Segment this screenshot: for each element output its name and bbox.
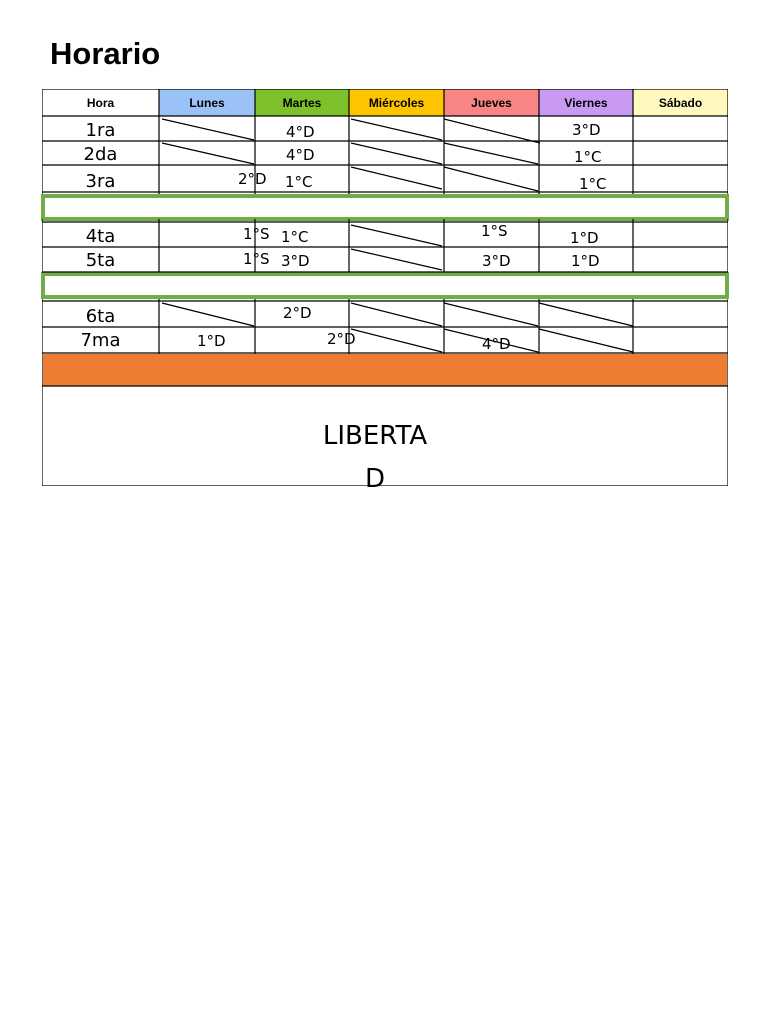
entry-5ta-viernes: 1°D	[571, 252, 600, 270]
empty-slot-strike	[539, 303, 633, 326]
header-sabado-label: Sábado	[658, 95, 703, 110]
schedule-table	[42, 89, 728, 494]
header-hora-label: Hora	[86, 95, 115, 110]
entry-7ma-lunes: 1°D	[197, 332, 226, 350]
footer-text-line2: D	[364, 464, 386, 494]
entry-3ra-viernes: 1°C	[579, 175, 607, 193]
entry-1ra-martes: 4°D	[286, 123, 315, 141]
entry-7ma-jueves: 4°D	[482, 335, 511, 353]
empty-slot-strike	[444, 167, 538, 191]
entry-3ra-martes: 1°C	[285, 173, 313, 191]
header-jueves-label: Jueves	[471, 95, 512, 110]
header-viernes-label: Viernes	[564, 95, 608, 110]
empty-slot-strike	[351, 329, 442, 352]
row-label-text: 1ra	[85, 120, 116, 141]
empty-slot-strike	[539, 329, 633, 352]
empty-slot-strike	[351, 167, 442, 189]
empty-slot-strike	[351, 143, 442, 164]
entry-4ta-lunes: 1°S	[243, 225, 270, 243]
entry-5ta-jueves: 3°D	[482, 252, 511, 270]
entry-5ta-lunes: 1°S	[243, 250, 270, 268]
page-title: Horario	[50, 36, 161, 71]
entry-4ta-viernes: 1°D	[570, 229, 599, 247]
entry-2da-viernes: 1°C	[574, 148, 602, 166]
empty-slot-strike	[444, 143, 538, 164]
empty-slot-strike	[444, 303, 538, 326]
empty-slot-strike	[162, 143, 254, 164]
entry-6ta-martes: 2°D	[283, 304, 312, 322]
entry-7ma-martes: 2°D	[327, 330, 356, 348]
entry-4ta-jueves: 1°S	[481, 222, 508, 240]
entry-1ra-viernes: 3°D	[572, 121, 601, 139]
empty-slot-strike	[351, 119, 442, 140]
row-label-text: 2da	[83, 144, 118, 165]
header-lunes-label: Lunes	[189, 95, 225, 110]
entry-3ra-lunes: 2°D	[238, 170, 267, 188]
empty-slot-strike	[444, 119, 540, 143]
empty-slot-strike	[162, 119, 254, 140]
row-label-text: 6ta	[85, 306, 116, 327]
empty-slot-strike	[351, 225, 442, 246]
row-label-text: 5ta	[85, 250, 116, 271]
empty-slot-strike	[162, 303, 254, 326]
entry-4ta-martes: 1°C	[281, 228, 309, 246]
row-label-text: 4ta	[85, 226, 116, 247]
row-label-text: 3ra	[85, 171, 116, 192]
empty-slot-strike	[351, 303, 442, 326]
empty-slot-strike	[444, 329, 538, 352]
footer-text-line1: LIBERTA	[322, 421, 428, 451]
empty-slot-strike	[351, 249, 442, 270]
row-label-text: 7ma	[80, 330, 121, 351]
header-miercoles-label: Miércoles	[368, 95, 425, 110]
header-martes-label: Martes	[282, 95, 322, 110]
entry-2da-martes: 4°D	[286, 146, 315, 164]
entry-5ta-martes: 3°D	[281, 252, 310, 270]
